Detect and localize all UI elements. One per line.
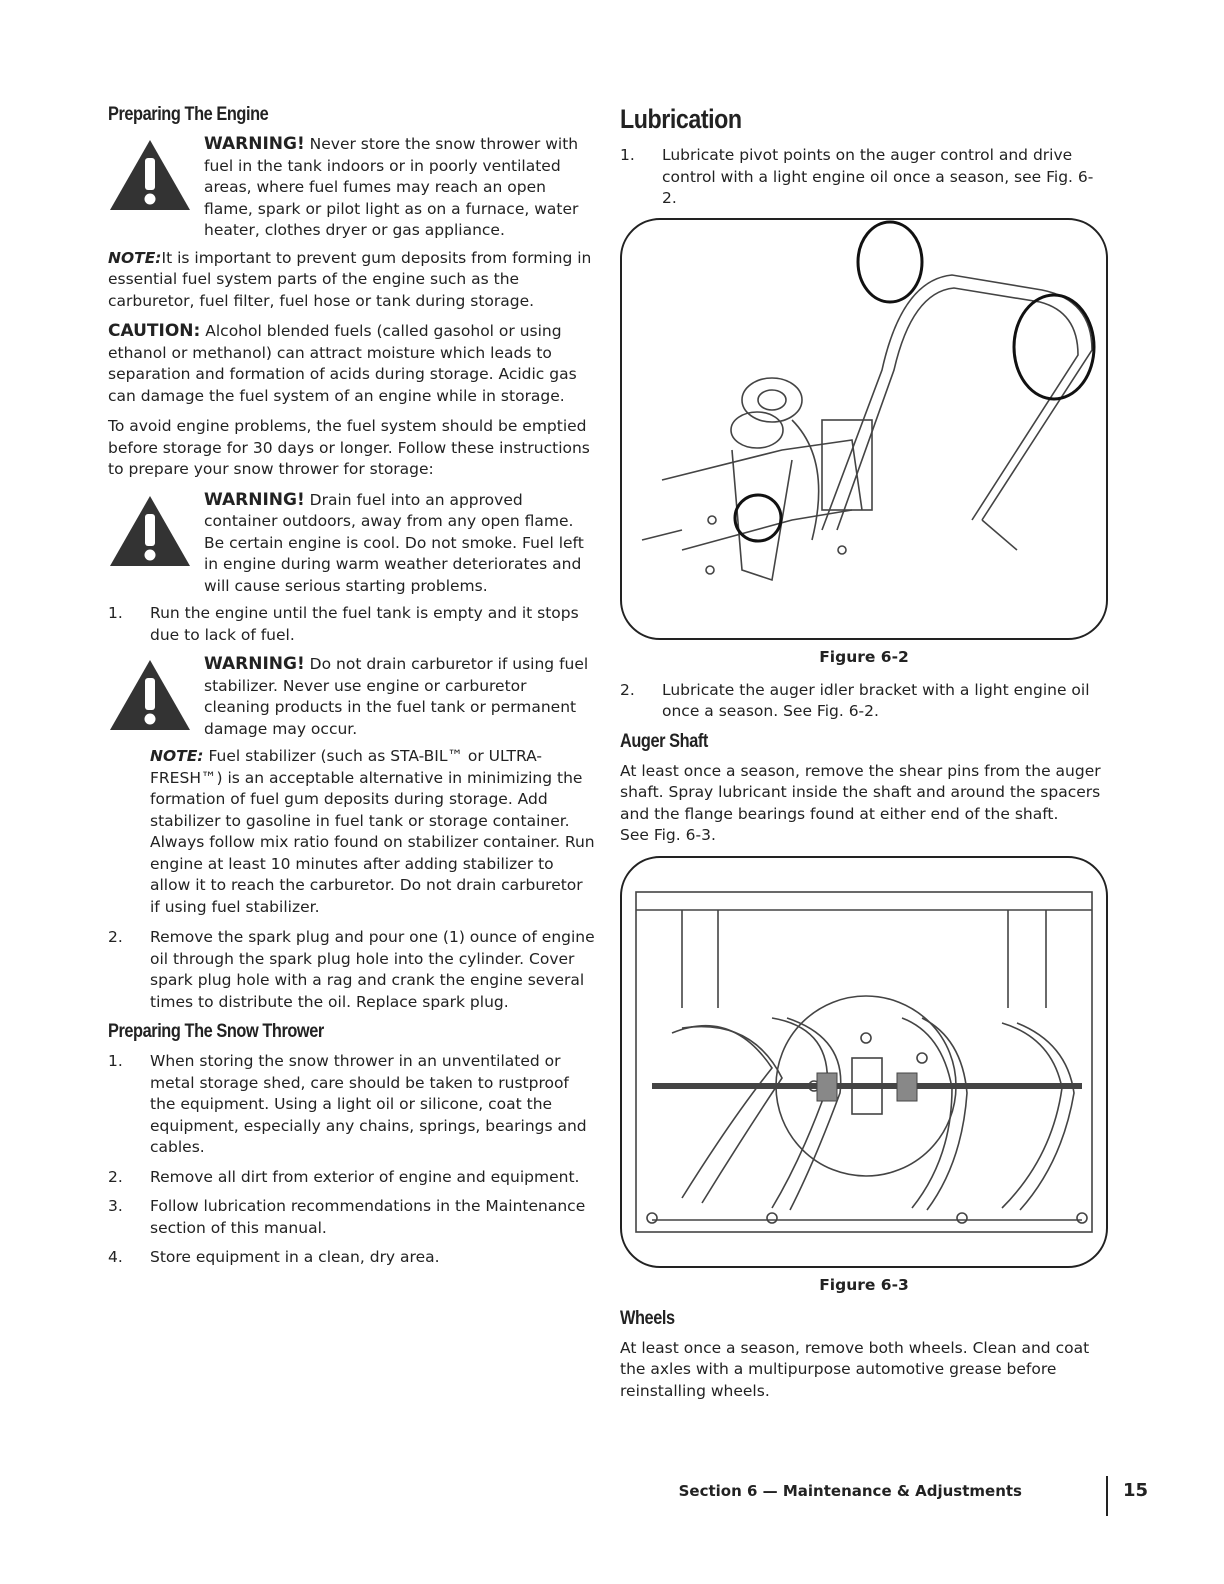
list-item: [620, 680, 1108, 723]
list-number: 2.: [108, 1167, 123, 1186]
warning-triangle-icon: [108, 654, 204, 740]
note-text: Fuel stabilizer (such as STA-BIL™ or ULTRA-FRESH™) is an acceptable alternative in minimizing the formation of fuel gum deposits during storage. Add stabilizer to gasoline in fuel tank or storage container. Always follow mix ratio found on stabilizer container. Run engine at least 10 minutes after adding stabilizer to allow it to reach the carburetor. Do not drain carburetor if using fuel stabilizer.: [150, 747, 595, 916]
list-item: [108, 603, 596, 646]
avoid-paragraph: To avoid engine problems, the fuel system should be emptied before storage for 30 days or longer. Follow these instructions to prepare your snow thrower for storage:: [108, 417, 590, 478]
heading-preparing-engine: Preparing The Engine: [108, 104, 269, 125]
list-item: [108, 927, 596, 1013]
note-paragraph: [108, 248, 596, 313]
list-text: When storing the snow thrower in an unventilated or metal storage shed, care should be taken to rustproof the equipment. Using a light oil or silicone, coat the equipment, especially any chains, springs, bearings and cables.: [150, 1052, 587, 1156]
warning-label: WARNING!: [204, 654, 305, 674]
right-column: [620, 104, 1108, 1411]
warning-triangle-icon: [108, 490, 204, 598]
page-footer: [678, 1476, 1150, 1516]
warning-block-2: [108, 490, 596, 598]
warning-block-1: [108, 134, 596, 242]
list-text: Lubricate pivot points on the auger control and drive control with a light engine oil once a season, see Fig. 6-2.: [662, 146, 1094, 207]
figure-6-2: [620, 218, 1108, 640]
heading-wheels: Wheels: [620, 1307, 675, 1329]
warning-triangle-icon: [108, 134, 204, 242]
note-label: NOTE:: [150, 747, 204, 765]
list-item: [108, 1167, 596, 1189]
caution-label: CAUTION:: [108, 321, 201, 341]
figure-6-2-illustration: [622, 220, 1106, 634]
list-item: [108, 1247, 596, 1269]
warning-text: Do not drain carburetor if using fuel stabilizer. Never use engine or carburetor cleaning products in the fuel tank or permanent damage may occur.: [204, 655, 589, 738]
footer-section-title: Section 6 — Maintenance & Adjustments: [678, 1482, 1022, 1500]
stabilizer-note: [108, 746, 596, 918]
list-text: Lubricate the auger idler bracket with a light engine oil once a season. See Fig. 6-2.: [662, 680, 1090, 720]
caution-text: Alcohol blended fuels (called gasohol or using ethanol or methanol) can attract moisture which leads to separation and formation of acids during storage. Acidic gas can damage the fuel system of an engine while in storage.: [108, 322, 577, 405]
footer-divider: [1106, 1476, 1108, 1516]
auger-see-figure: See Fig. 6-3.: [620, 826, 716, 844]
list-number: 2.: [620, 680, 635, 699]
caution-paragraph: [108, 321, 596, 407]
list-item: [108, 1051, 596, 1159]
note-label: NOTE:: [108, 248, 162, 267]
heading-preparing-snow-thrower: Preparing The Snow Thrower: [108, 1021, 324, 1042]
figure-6-3: [620, 856, 1108, 1268]
list-number: 1.: [108, 1052, 123, 1070]
list-number: 3.: [108, 1197, 123, 1215]
page-number: 15: [1123, 1480, 1149, 1501]
warning-label: WARNING!: [204, 489, 305, 510]
wheels-paragraph: At least once a season, remove both wheels. Clean and coat the axles with a multipurpose automotive grease before reinstalling wheels.: [620, 1338, 1090, 1400]
figure-6-3-caption: Figure 6-3: [819, 1275, 909, 1294]
list-text: Follow lubrication recommendations in the Maintenance section of this manual.: [150, 1197, 586, 1237]
heading-lubrication: Lubrication: [620, 104, 742, 134]
left-column: [108, 104, 596, 1277]
warning-text: Never store the snow thrower with fuel in the tank indoors or in poorly ventilated areas, where fuel fumes may reach an open flame, spark or pilot light as on a furnace, water heater, clothes dryer or gas appliance.: [204, 135, 579, 239]
list-number: 4.: [108, 1248, 123, 1266]
warning-block-3: [108, 654, 596, 740]
list-text: Store equipment in a clean, dry area.: [150, 1248, 440, 1266]
list-item: [108, 1196, 596, 1239]
list-number: 2.: [108, 928, 123, 946]
list-number: 1.: [108, 604, 123, 622]
list-text: Run the engine until the fuel tank is empty and it stops due to lack of fuel.: [150, 604, 579, 644]
list-text: Remove the spark plug and pour one (1) ounce of engine oil through the spark plug hole into the cylinder. Cover spark plug hole with a rag and crank the engine several times to distribute the oil. Replace spark plug.: [150, 928, 595, 1011]
note-text: It is important to prevent gum deposits from forming in essential fuel system parts of the engine such as the carburetor, fuel filter, fuel hose or tank during storage.: [108, 248, 592, 310]
heading-auger-shaft: Auger Shaft: [620, 730, 708, 752]
list-text: Remove all dirt from exterior of engine and equipment.: [150, 1167, 580, 1186]
warning-label: WARNING!: [204, 134, 305, 154]
figure-6-3-illustration: [622, 858, 1106, 1262]
list-item: [620, 145, 1108, 210]
figure-6-2-caption: Figure 6-2: [819, 647, 909, 666]
warning-text: Drain fuel into an approved container outdoors, away from any open flame. Be certain engine is cool. Do not smoke. Fuel left in engine during warm weather deteriorates and will cause serious starting problems.: [204, 490, 584, 595]
list-number: 1.: [620, 146, 635, 164]
auger-paragraph: At least once a season, remove the shear pins from the auger shaft. Spray lubricant inside the shaft and around the spacers and the flange bearings found at either end of the shaft.: [620, 761, 1101, 823]
